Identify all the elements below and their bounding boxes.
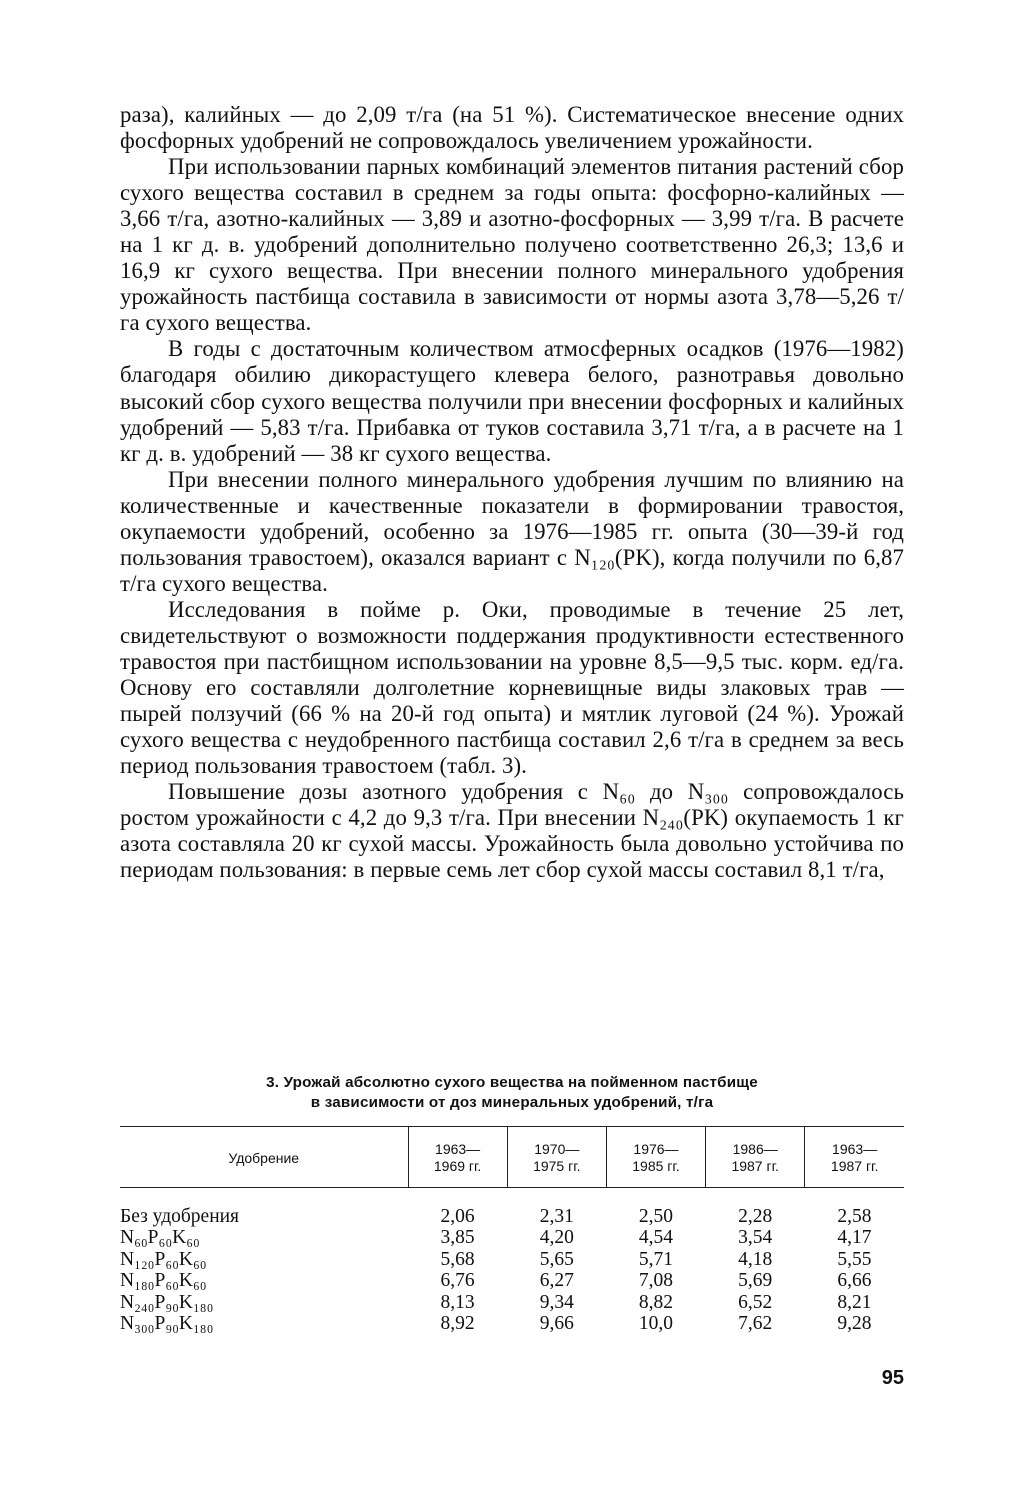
value-cell: 2,06 [440,1206,475,1227]
value-cell: 5,71 [638,1248,674,1270]
value-cell: 2,31 [539,1206,574,1227]
header-period: 1986— 1987 гг. [706,1127,805,1188]
value-cell: 5,55 [837,1248,872,1270]
value-cell: 8,21 [837,1291,872,1313]
value-cell: 2,50 [638,1206,674,1227]
table-caption-line: 3. Урожай абсолютно сухого вещества на пойменном пастбище [266,1074,758,1091]
paragraph: Исследования в пойме р. Оки, проводимые в течение 25 лет, свидетельствуют о возможности поддержания продуктивности естественного травостоя при пастбищном использовании на уровне 8,5—9,5 тыс. корм. ед/га. Основу его составляли долголетние корневищные виды злаковых трав — пырей ползучий (66 % на 20-й год опыта) и мятлик луговой (24 %). Урожай сухого вещества с неудобренного пастбища составил 2,6 т/га в среднем за весь период пользования травостоем (табл. 3). [120,596,904,779]
header-period: 1976— 1985 гг. [606,1127,705,1188]
value-cell: 3,85 [440,1227,475,1249]
paragraph: раза), калийных — до 2,09 т/га (на 51 %). Систематическое внесение одних фосфорных удобрений не сопровождалось увеличением урожайности. [120,102,904,154]
table-row [120,1227,904,1248]
value-cell: 5,69 [738,1270,773,1292]
value-cell: 6,27 [539,1270,574,1292]
fertilizer-cell: Без удобрения [120,1206,240,1227]
page-number: 95 [881,1367,904,1389]
value-cell: 2,28 [738,1206,773,1227]
value-cell: 9,28 [837,1313,872,1335]
value-cell: 7,62 [738,1313,773,1335]
header-period: 1963— 1987 гг. [805,1127,904,1188]
value-cell: 4,17 [837,1227,872,1249]
value-cell: 8,92 [440,1313,475,1335]
value-cell: 9,34 [539,1291,574,1313]
table-header-row [120,1127,904,1188]
value-cell: 10,0 [638,1313,674,1335]
table-row [120,1292,904,1313]
table-row [120,1270,904,1291]
value-cell: 6,52 [738,1291,773,1313]
paragraph: Повышение дозы азотного удобрения с N₆₀ до N₃₀₀ сопровождалось ростом урожайности с 4,2 до 9,3 т/га. При внесении N₂₄₀(PK) окупаемость 1 кг азота составляла 20 кг сухой массы. Урожайность была довольно устойчива по периодам пользования: в первые семь лет сбор сухой массы составил 8,1 т/га, [120,779,904,883]
value-cell: 4,20 [539,1227,574,1249]
table-row [120,1249,904,1270]
value-cell: 3,54 [738,1227,773,1249]
table-caption [120,1073,904,1113]
header-fertilizer: Удобрение [120,1127,408,1188]
paragraph: При внесении полного минерального удобрения лучшим по влиянию на количественные и качественные показатели в формировании травостоя, окупаемости удобрений, особенно за 1976—1985 гг. опыта (30—39-й год пользования травостоем), оказался вариант с N₁₂₀(PK), когда получили по 6,87 т/га сухого вещества. [120,466,904,596]
value-cell: 6,76 [440,1270,475,1292]
value-cell: 4,18 [738,1248,773,1270]
value-cell: 5,68 [440,1248,475,1270]
header-period: 1970— 1975 гг. [507,1127,606,1188]
header-period: 1963— 1969 гг. [408,1127,507,1188]
value-cell: 4,54 [638,1227,674,1249]
value-cell: 5,65 [539,1248,574,1270]
value-cell: 8,13 [440,1291,475,1313]
yield-table [120,1126,904,1334]
fertilizer-cell: N₂₄₀P₉₀K₁₈₀ [120,1291,214,1313]
table-row [120,1188,904,1228]
paragraph: В годы с достаточным количеством атмосферных осадков (1976—1982) благодаря обилию дикорастущего клевера белого, разнотравья довольно высокий сбор сухого вещества получили при внесении фосфорных и калийных удобрений — 5,83 т/га. Прибавка от туков составила 3,71 т/га, а в расчете на 1 кг д. в. удобрений — 38 кг сухого вещества. [120,336,904,466]
fertilizer-cell: N₁₂₀P₆₀K₆₀ [120,1248,207,1270]
body-text [120,102,904,883]
fertilizer-cell: N₁₈₀P₆₀K₆₀ [120,1270,207,1292]
paragraph: При использовании парных комбинаций элементов питания растений сбор сухого вещества составил в среднем за годы опыта: фосфорно-калийных — 3,66 т/га, азотно-калийных — 3,89 и азотно-фосфорных — 3,99 т/га. В расчете на 1 кг д. в. удобрений дополнительно получено соответственно 26,3; 13,6 и 16,9 кг сухого вещества. При внесении полного минерального удобрения урожайность пастбища составила в зависимости от нормы азота 3,78—5,26 т/га сухого вещества. [120,154,904,336]
fertilizer-cell: N₃₀₀P₉₀K₁₈₀ [120,1313,214,1335]
value-cell: 2,58 [837,1206,872,1227]
fertilizer-cell: N₆₀P₆₀K₆₀ [120,1227,200,1249]
value-cell: 8,82 [638,1291,674,1313]
table-row [120,1313,904,1334]
table-caption-line: в зависимости от доз минеральных удобрений, т/га [310,1094,714,1111]
value-cell: 9,66 [539,1313,574,1335]
value-cell: 6,66 [837,1270,872,1292]
value-cell: 7,08 [638,1270,674,1292]
